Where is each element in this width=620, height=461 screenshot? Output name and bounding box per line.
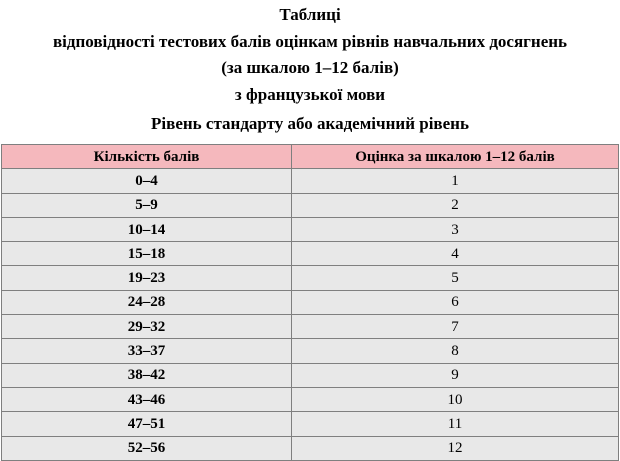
table-row xyxy=(2,339,619,363)
table-row xyxy=(2,363,619,387)
grade-cell: 5 xyxy=(292,266,619,290)
table-row xyxy=(2,193,619,217)
score-conversion-table xyxy=(1,144,619,461)
table-row xyxy=(2,266,619,290)
heading-line-1: Таблиці xyxy=(279,5,341,24)
points-range-cell: 0–4 xyxy=(2,169,292,193)
document-heading xyxy=(0,0,620,108)
points-range-cell: 19–23 xyxy=(2,266,292,290)
grade-cell: 3 xyxy=(292,217,619,241)
points-range-cell: 29–32 xyxy=(2,315,292,339)
points-range-cell: 5–9 xyxy=(2,193,292,217)
table-row xyxy=(2,387,619,411)
heading-line-2: відповідності тестових балів оцінкам рівнів навчальних досягнень xyxy=(52,31,568,51)
heading-line-3: (за шкалою 1–12 балів) xyxy=(221,58,399,77)
grade-cell: 9 xyxy=(292,363,619,387)
heading-line-4: з французької мови xyxy=(234,84,386,104)
grade-cell: 7 xyxy=(292,315,619,339)
table-row xyxy=(2,242,619,266)
grade-cell: 11 xyxy=(292,412,619,436)
points-range-cell: 47–51 xyxy=(2,412,292,436)
table-row xyxy=(2,169,619,193)
points-range-cell: 38–42 xyxy=(2,363,292,387)
column-header-grade: Оцінка за шкалою 1–12 балів xyxy=(292,145,619,169)
points-range-cell: 43–46 xyxy=(2,387,292,411)
table-row xyxy=(2,290,619,314)
points-range-cell: 24–28 xyxy=(2,290,292,314)
grade-cell: 1 xyxy=(292,169,619,193)
points-range-cell: 15–18 xyxy=(2,242,292,266)
points-range-cell: 52–56 xyxy=(2,436,292,460)
points-range-cell: 33–37 xyxy=(2,339,292,363)
column-header-points: Кількість балів xyxy=(2,145,292,169)
table-header-row xyxy=(2,145,619,169)
grade-cell: 2 xyxy=(292,193,619,217)
level-subheading: Рівень стандарту або академічний рівень xyxy=(151,114,469,133)
table-row xyxy=(2,436,619,460)
grade-cell: 8 xyxy=(292,339,619,363)
table-row xyxy=(2,412,619,436)
grade-cell: 6 xyxy=(292,290,619,314)
table-row xyxy=(2,315,619,339)
points-range-cell: 10–14 xyxy=(2,217,292,241)
grade-cell: 12 xyxy=(292,436,619,460)
grade-cell: 10 xyxy=(292,387,619,411)
table-row xyxy=(2,217,619,241)
grade-cell: 4 xyxy=(292,242,619,266)
